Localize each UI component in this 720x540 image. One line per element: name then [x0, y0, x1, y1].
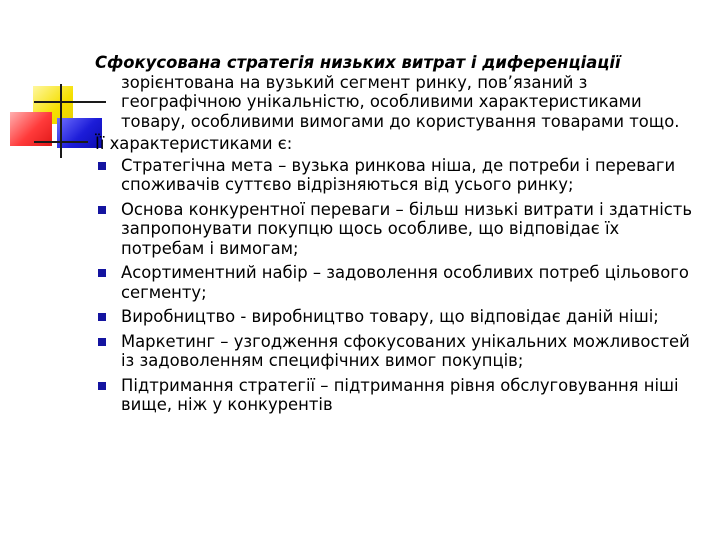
intro-title: Сфокусована стратегія низьких витрат і диференціації — [95, 53, 621, 72]
list-item-text: Основа конкурентної переваги – більш низькі витрати і здатність запропонувати покупцю щось особливе, що відповідає їх потребам і вимогам; — [121, 199, 692, 258]
list-item — [95, 156, 695, 195]
list-item-text: Підтримання стратегії – підтримання рівня обслуговування ніші вище, ніж у конкурентів — [121, 375, 679, 414]
square-bullet-icon — [98, 313, 106, 321]
list-item — [95, 307, 695, 327]
list-item-text: Виробництво - виробництво товару, що відповідає даній ніші; — [121, 307, 659, 326]
slide-content — [95, 53, 695, 420]
intro-text: зорієнтована на вузький сегмент ринку, пов’язаний з географічною унікальністю, особливими характеристиками товару, особливими вимогами до користування товарами тощо. — [121, 72, 680, 131]
square-bullet-icon — [98, 338, 106, 346]
square-bullet-icon — [98, 206, 106, 214]
intro-paragraph — [95, 53, 695, 131]
list-item-text: Маркетинг – узгодження сфокусованих унікальних можливостей із задоволенням специфічних вимог покупців; — [121, 331, 690, 370]
list-item-text: Стратегічна мета – вузька ринкова ніша, де потреби і переваги споживачів суттєво відрізняються від усього ринку; — [121, 155, 676, 194]
bullet-list — [95, 156, 695, 415]
list-item — [95, 200, 695, 259]
list-item — [95, 332, 695, 371]
subheading: Її характеристиками є: — [95, 134, 293, 153]
square-bullet-icon — [98, 162, 106, 170]
list-item — [95, 376, 695, 415]
list-item — [95, 263, 695, 302]
square-bullet-icon — [98, 269, 106, 277]
decorative-line — [60, 84, 62, 158]
square-bullet-icon — [98, 382, 106, 390]
list-item-text: Асортиментний набір – задоволення особливих потреб цільового сегменту; — [121, 263, 689, 302]
